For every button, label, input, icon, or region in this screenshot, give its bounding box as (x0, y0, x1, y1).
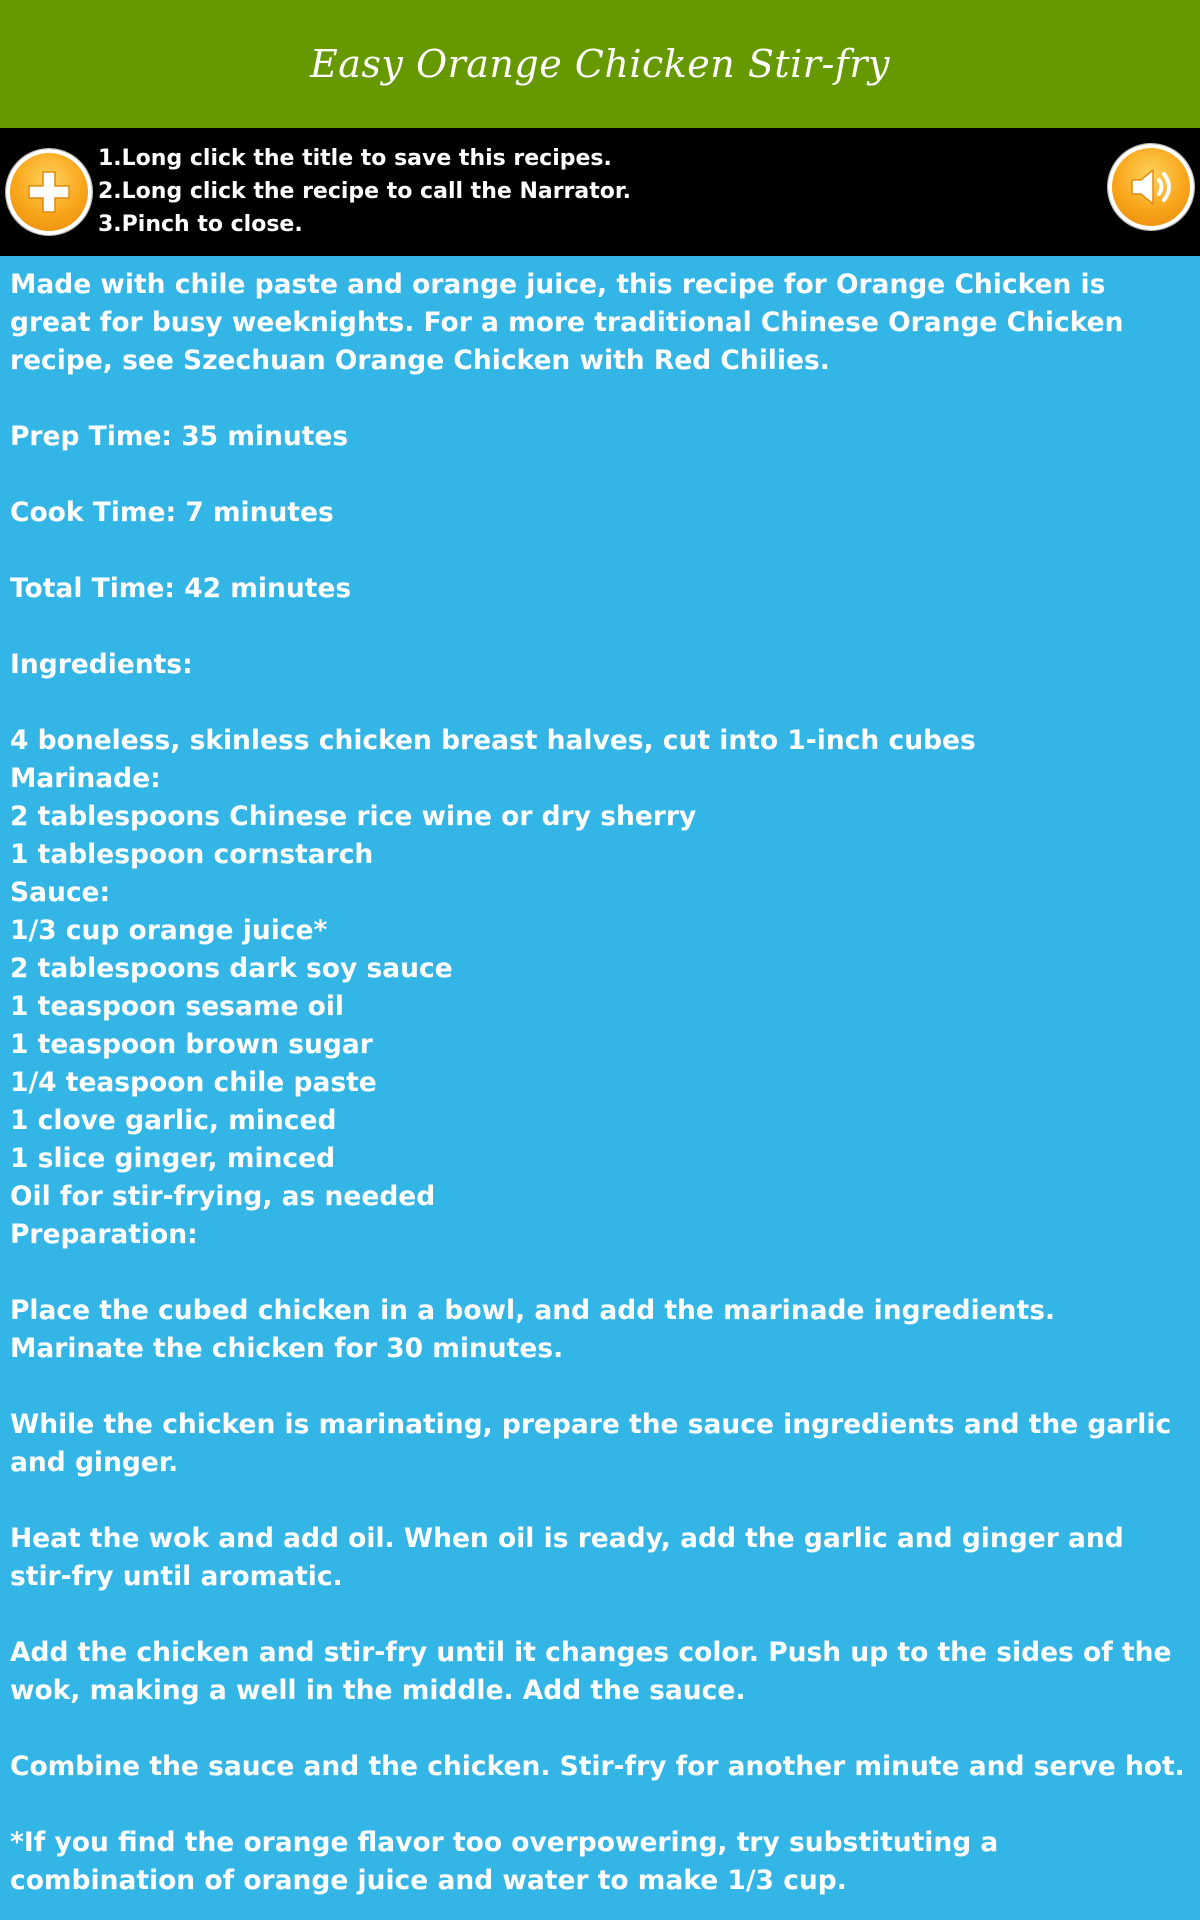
ingredient-item: Oil for stir-frying, as needed (10, 1181, 436, 1212)
step: While the chicken is marinating, prepare the sauce ingredients and the garlic and ginger. (10, 1409, 1172, 1478)
ingredient-item: Marinade: (10, 763, 161, 794)
ingredient-item: 1 clove garlic, minced (10, 1105, 337, 1136)
recipe-intro: Made with chile paste and orange juice, this recipe for Orange Chicken is great for busy weeknights. For a more traditional Chinese Orange Chicken recipe, see Szechuan Orange Chicken with Red Chilies. (10, 269, 1124, 376)
instructions-list (98, 142, 631, 241)
ingredient-item: 1 teaspoon brown sugar (10, 1029, 373, 1060)
preparation-heading: Preparation: (10, 1219, 198, 1250)
ingredient-item: Sauce: (10, 877, 111, 908)
ingredients-list (10, 722, 1190, 1254)
ingredient-item: 1 teaspoon sesame oil (10, 991, 345, 1022)
ingredient-item: 2 tablespoons Chinese rice wine or dry sherry (10, 801, 697, 832)
footnote: *If you find the orange flavor too overpowering, try substituting a combination of orange juice and water to make 1/3 cup. (10, 1827, 999, 1896)
ingredient-item: 1/4 teaspoon chile paste (10, 1067, 377, 1098)
instruction-line: 2.Long click the recipe to call the Narrator. (98, 179, 631, 204)
ingredient-item: 1 slice ginger, minced (10, 1143, 336, 1174)
step: Place the cubed chicken in a bowl, and add the marinade ingredients. Marinate the chicken for 30 minutes. (10, 1295, 1056, 1364)
ingredient-item: 4 boneless, skinless chicken breast halves, cut into 1-inch cubes (10, 725, 976, 756)
step: Combine the sauce and the chicken. Stir-fry for another minute and serve hot. (10, 1751, 1185, 1782)
instruction-bar (0, 128, 1200, 256)
narrator-button[interactable] (1108, 144, 1194, 230)
plus-icon (21, 164, 77, 220)
cook-time: Cook Time: 7 minutes (10, 497, 334, 528)
step: Heat the wok and add oil. When oil is ready, add the garlic and ginger and stir-fry until aromatic. (10, 1523, 1124, 1592)
instruction-line: 1.Long click the title to save this recipes. (98, 146, 612, 171)
recipe-title[interactable]: Easy Orange Chicken Stir-fry (310, 42, 890, 86)
recipe-body[interactable] (0, 256, 1200, 1900)
step: Add the chicken and stir-fry until it changes color. Push up to the sides of the wok, making a well in the middle. Add the sauce. (10, 1637, 1172, 1706)
speaker-icon (1122, 158, 1180, 216)
add-button[interactable] (6, 149, 92, 235)
ingredient-item: 1/3 cup orange juice* (10, 915, 328, 946)
instruction-line: 3.Pinch to close. (98, 212, 303, 237)
total-time: Total Time: 42 minutes (10, 573, 352, 604)
title-bar (0, 0, 1200, 128)
ingredient-item: 2 tablespoons dark soy sauce (10, 953, 453, 984)
ingredient-item: 1 tablespoon cornstarch (10, 839, 374, 870)
prep-time: Prep Time: 35 minutes (10, 421, 349, 452)
ingredients-heading: Ingredients: (10, 649, 193, 680)
